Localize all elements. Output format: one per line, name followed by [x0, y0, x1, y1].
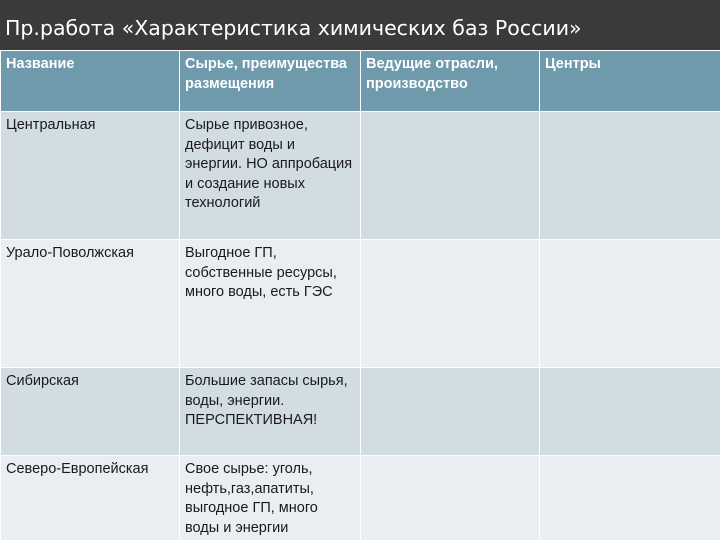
cell-name: Урало-Поволжская	[1, 240, 180, 368]
table-row	[1, 240, 720, 368]
cell-centers	[540, 240, 720, 368]
cell-centers	[540, 112, 720, 240]
chemical-bases-table	[0, 50, 720, 540]
cell-resources: Большие запасы сырья, воды, энергии. ПЕРСПЕКТИВНАЯ!	[180, 368, 361, 456]
cell-industries	[361, 456, 540, 540]
cell-industries	[361, 240, 540, 368]
cell-resources: Сырье привозное, дефицит воды и энергии. НО аппробация и создание новых технологий	[180, 112, 361, 240]
header-centers: Центры	[540, 51, 720, 112]
cell-centers	[540, 456, 720, 540]
cell-resources: Выгодное ГП, собственные ресурсы, много воды, есть ГЭС	[180, 240, 361, 368]
table-row	[1, 112, 720, 240]
cell-name: Северо-Европейская	[1, 456, 180, 540]
cell-industries	[361, 112, 540, 240]
slide-title: Пр.работа «Характеристика химических баз России»	[0, 0, 720, 56]
cell-industries	[361, 368, 540, 456]
header-industries: Ведущие отрасли, производство	[361, 51, 540, 112]
cell-name: Центральная	[1, 112, 180, 240]
header-name: Название	[1, 51, 180, 112]
cell-centers	[540, 368, 720, 456]
header-resources: Сырье, преимущества размещения	[180, 51, 361, 112]
cell-resources: Свое сырье: уголь, нефть,газ,апатиты, выгодное ГП, много воды и энергии	[180, 456, 361, 540]
table-header-row	[1, 51, 720, 112]
table-row	[1, 368, 720, 456]
table-row	[1, 456, 720, 540]
cell-name: Сибирская	[1, 368, 180, 456]
